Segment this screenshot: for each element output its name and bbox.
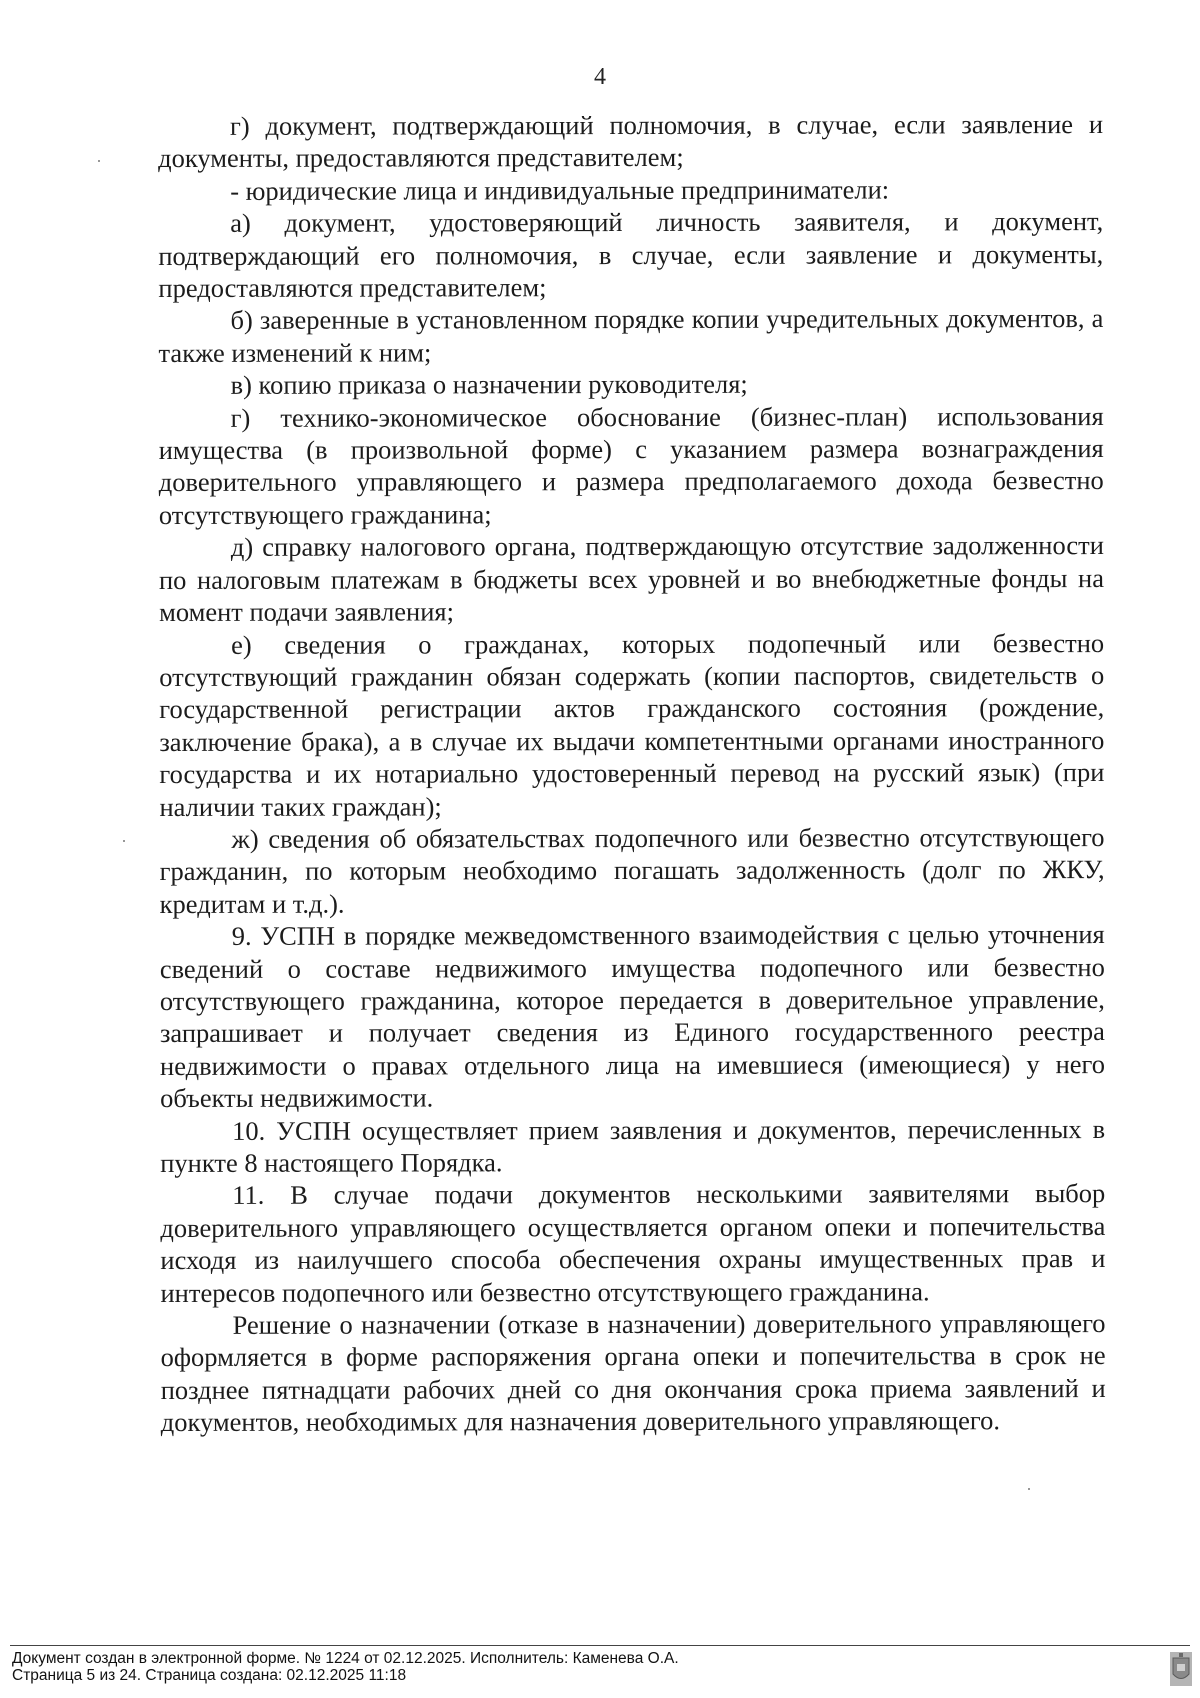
paragraph: г) документ, подтверждающий полномочия, в случае, если заявление и документы, предоставляются представителем; xyxy=(158,109,1104,174)
footer-line-document-info: Документ создан в электронной форме. № 1224 от 02.12.2025. Исполнитель: Каменева О.А. xyxy=(12,1650,679,1667)
paragraph: а) документ, удостоверяющий личность заявителя, и документ, подтверждающий его полномочия, в случае, если заявление и документы, предоставляются представителем; xyxy=(158,206,1104,304)
paragraph: г) технико-экономическое обоснование (бизнес-план) использования имущества (в произвольной форме) с указанием размера вознаграждения доверительного управляющего и размера предполагаемого дохода безвестно отсутствующего гражданина; xyxy=(158,400,1104,530)
scan-speck xyxy=(1028,1488,1030,1490)
paragraph: - юридические лица и индивидуальные предприниматели: xyxy=(230,174,890,206)
paragraph: е) сведения о гражданах, которых подопечный или безвестно отсутствующий гражданин обязан содержать (копии паспортов, свидетельств о государственной регистрации актов гражданского состояния (рождение, заключение брака), а в случае их выдачи компетентными органами иностранного государства и их нотариально удостоверенный перевод на русский язык) (при наличии таких граждан); xyxy=(159,627,1105,822)
paragraph: б) заверенные в установленном порядке копии учредительных документов, а также изменений к ним; xyxy=(158,303,1104,368)
paragraph: Решение о назначении (отказе в назначении) доверительного управляющего оформляется в форме распоряжения органа опеки и попечительства в срок не позднее пятнадцати рабочих дней со дня окончания срока приема заявлений и документов, необходимых для назначения доверительного управляющего. xyxy=(160,1308,1106,1438)
paragraph: 11. В случае подачи документов несколькими заявителями выбор доверительного управляющего осуществляется органом опеки и попечительства исходя из наилучшего способа обеспечения охраны имущественных прав и интересов подопечного или безвестно отсутствующего гражданина. xyxy=(160,1178,1106,1308)
paragraph: в) копию приказа о назначении руководителя; xyxy=(230,369,748,401)
paragraph: 10. УСПН осуществляет прием заявления и документов, перечисленных в пункте 8 настоящего Порядка. xyxy=(160,1113,1106,1178)
paragraph: ж) сведения об обязательствах подопечного или безвестно отсутствующего гражданин, по которым необходимо погашать задолженность (долг по ЖКУ, кредитам и т.д.). xyxy=(159,821,1105,919)
coat-of-arms-icon xyxy=(1170,1652,1192,1686)
page-number: 4 xyxy=(594,64,606,90)
scan-speck xyxy=(123,840,125,842)
document-body xyxy=(158,108,1106,1439)
footer xyxy=(12,1650,1122,1684)
paragraph: д) справку налогового органа, подтверждающую отсутствие задолженности по налоговым платежам в бюджеты всех уровней и во внебюджетные фонды на момент подачи заявления; xyxy=(158,530,1105,628)
footer-line-page-info: Страница 5 из 24. Страница создана: 02.12.2025 11:18 xyxy=(12,1667,407,1684)
footer-divider xyxy=(10,1645,1190,1646)
paragraph: 9. УСПН в порядке межведомственного взаимодействия с целью уточнения сведений о составе недвижимого имущества подопечного или безвестно отсутствующего гражданина, которое передается в доверительное управление, запрашивает и получает сведения из Единого государственного реестра недвижимости о правах отдельного лица на имевшиеся (имеющиеся) у него объекты недвижимости. xyxy=(159,919,1106,1114)
scan-speck xyxy=(98,160,100,162)
